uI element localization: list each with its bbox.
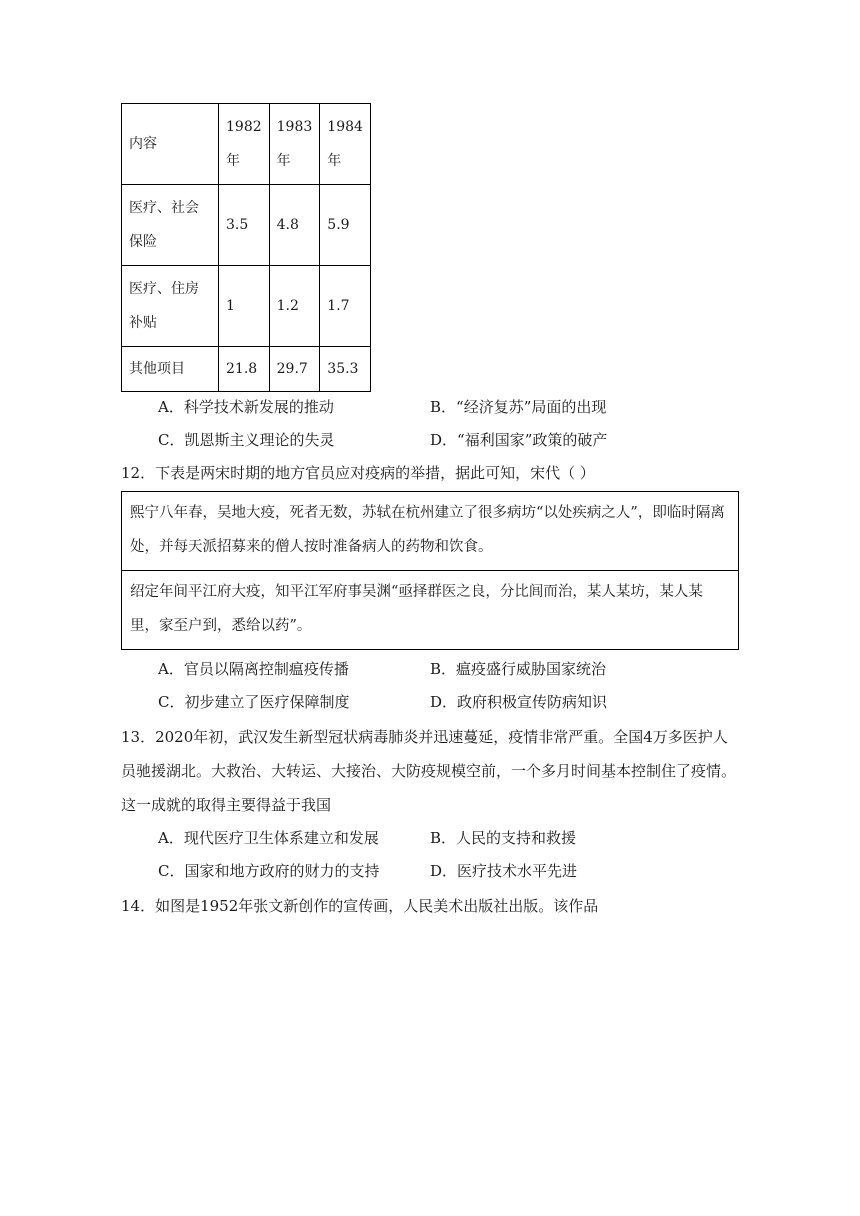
q11-option-d: D．“福利国家”政策的破产 bbox=[430, 431, 608, 449]
table-header-cell: 1982年 bbox=[219, 104, 270, 185]
q12-source-row-2: 绍定年间平江府大疫，知平江军府事吴渊“亟择群医之良，分比闾而治，某人某坊，某人某里，家至户到，悉给以药”。 bbox=[122, 570, 738, 649]
data-table bbox=[121, 103, 371, 392]
table-header-cell: 1983年 bbox=[269, 104, 320, 185]
table-cell: 4.8 bbox=[269, 185, 320, 266]
table-header-cell: 1984年 bbox=[320, 104, 371, 185]
table-cell: 1.7 bbox=[320, 266, 371, 347]
table-cell: 其他项目 bbox=[122, 347, 219, 392]
q13-option-a: A．现代医疗卫生体系建立和发展 bbox=[158, 829, 379, 847]
table-row bbox=[122, 347, 371, 392]
q13-stem: 13．2020年初，武汉发生新型冠状病毒肺炎并迅速蔓延，疫情非常严重。全国4万多医护人员驰援湖北。大救治、大转运、大接治、大防疫规模空前，一个多月时间基本控制住了疫情。这一成就的取得主要得益于我国 bbox=[121, 728, 737, 814]
table-row bbox=[122, 185, 371, 266]
table-cell: 21.8 bbox=[219, 347, 270, 392]
q13-option-d: D．医疗技术水平先进 bbox=[430, 862, 578, 880]
q13-option-c: C．国家和地方政府的财力的支持 bbox=[158, 862, 380, 880]
q13-option-b: B．人民的支持和救援 bbox=[430, 829, 577, 847]
table-cell: 29.7 bbox=[269, 347, 320, 392]
q11-option-c: C．凯恩斯主义理论的失灵 bbox=[158, 431, 335, 449]
q12-option-a: A．官员以隔离控制瘟疫传播 bbox=[158, 660, 349, 678]
q12-source-row-1: 熙宁八年春，吴地大疫，死者无数，苏轼在杭州建立了很多病坊“以处疾病之人”，即临时隔离处，并每天派招募来的僧人按时准备病人的药物和饮食。 bbox=[130, 505, 725, 555]
table-cell: 医疗、社会保险 bbox=[122, 185, 219, 266]
q11-option-a: A．科学技术新发展的推动 bbox=[158, 398, 334, 416]
table-cell: 5.9 bbox=[320, 185, 371, 266]
table-cell: 1.2 bbox=[269, 266, 320, 347]
table-cell: 医疗、住房补贴 bbox=[122, 266, 219, 347]
q12-option-c: C．初步建立了医疗保障制度 bbox=[158, 693, 350, 711]
q12-option-b: B．瘟疫盛行威胁国家统治 bbox=[430, 660, 607, 678]
q12-source-table bbox=[121, 491, 739, 650]
table-cell: 35.3 bbox=[320, 347, 371, 392]
q11-option-b: B．“经济复苏”局面的出现 bbox=[430, 398, 607, 416]
q12-option-d: D．政府积极宣传防病知识 bbox=[430, 693, 608, 711]
table-cell: 1 bbox=[219, 266, 270, 347]
table-header-row bbox=[122, 104, 371, 185]
q12-stem: 12．下表是两宋时期的地方官员应对疫病的举措，据此可知，宋代（ ） bbox=[121, 464, 595, 482]
table-header-cell: 内容 bbox=[122, 104, 219, 185]
table-cell: 3.5 bbox=[219, 185, 270, 266]
table-row bbox=[122, 266, 371, 347]
q14-stem: 14．如图是1952年张文新创作的宣传画，人民美术出版社出版。该作品 bbox=[121, 897, 599, 915]
